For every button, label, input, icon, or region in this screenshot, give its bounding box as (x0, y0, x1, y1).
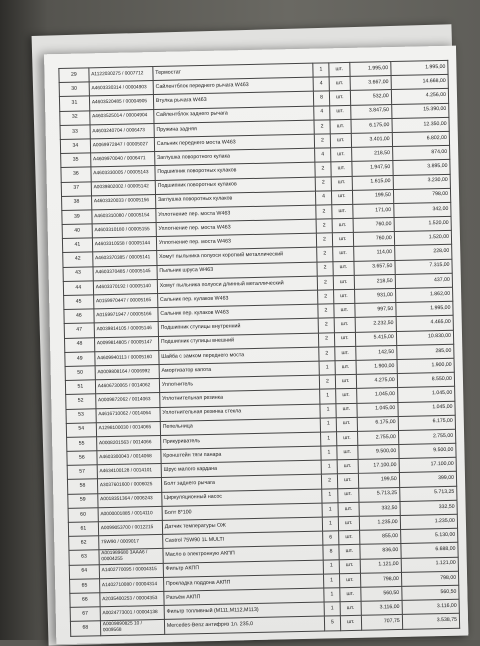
unit-price: 1.995,00 (349, 62, 390, 77)
unit: шт. (335, 346, 356, 361)
line-total: 14.668,00 (391, 75, 449, 90)
line-total: 4.465,00 (396, 316, 454, 331)
unit-price: 4.275,00 (356, 374, 397, 389)
article-code: A0009872062 / 0014063 (95, 393, 159, 409)
unit: шт. (331, 190, 352, 205)
article-code: A001989680 3AAA6 / 00004255 (99, 549, 163, 565)
article-code: 75W90 / 0009017 (98, 535, 162, 551)
quantity: 1 (319, 361, 335, 376)
line-total: 1.121,00 (401, 557, 459, 572)
part-name: Масло в электронную АКПП (163, 545, 323, 563)
line-total: 5.130,00 (400, 528, 458, 543)
line-total: 437,00 (395, 273, 453, 288)
unit: шт. (329, 62, 350, 77)
unit-price: 2.232,50 (355, 317, 396, 332)
unit-price: 2.755,00 (357, 430, 398, 445)
unit-price: 199,50 (358, 473, 399, 488)
article-code: A1122030275 / 0007712 (89, 67, 153, 83)
quantity: 1 (313, 63, 329, 78)
row-number: 54 (66, 422, 96, 437)
unit-price: 532,00 (350, 90, 391, 105)
unit: шт. (330, 105, 351, 120)
row-number: 61 (68, 522, 98, 537)
quantity: 2 (317, 247, 333, 262)
line-total: 15.390,00 (391, 103, 449, 118)
quantity: 2 (318, 318, 334, 333)
unit: шт. (334, 318, 355, 333)
article-code: A0099814805 / 00005147 (94, 336, 158, 352)
unit: шт. (333, 275, 354, 290)
unit-price: 1.900,00 (356, 359, 397, 374)
article-code: A4603370192 / 00005140 (93, 279, 157, 295)
unit-price: 3.116,00 (361, 601, 402, 616)
unit: шт. (336, 431, 357, 446)
row-number: 58 (67, 479, 97, 494)
line-total: 798,00 (401, 571, 459, 586)
article-code: A4603310080 / 00005154 (92, 208, 156, 224)
quantity: 1 (320, 403, 336, 418)
article-code: A1298100030 / 0014065 (96, 421, 160, 437)
unit: шт. (332, 204, 353, 219)
unit: шт. (336, 403, 357, 418)
line-total: 1.995,00 (396, 301, 454, 316)
unit: шт. (333, 247, 354, 262)
unit-price: 171,00 (352, 203, 393, 218)
unit: шт. (335, 374, 356, 389)
row-number: 37 (61, 181, 91, 196)
unit: шт. (334, 304, 355, 319)
invoice-page (44, 46, 468, 644)
part-name: Болт 8*100 (162, 503, 322, 521)
article-code: A4609970040 / 0006471 (90, 152, 154, 168)
quantity: 1 (321, 460, 337, 475)
unit-price: 332,50 (359, 501, 400, 516)
unit: шт. (337, 474, 358, 489)
line-total: 8.550,00 (397, 372, 455, 387)
part-name: Заглушка поворотного кулака (154, 148, 314, 166)
line-total: 7.315,00 (395, 259, 453, 274)
part-name: Сальник пер. кулаков W463 (158, 304, 318, 322)
article-code: A0039814105 / 00005146 (94, 322, 158, 338)
part-name: Сайлентблок переднего рычага W463 (153, 77, 313, 95)
unit: шт. (340, 601, 361, 616)
line-total: 874,00 (392, 145, 450, 160)
quantity: 6 (323, 531, 339, 546)
unit-price: 5.415,00 (355, 331, 396, 346)
unit-price: 760,00 (353, 232, 394, 247)
quantity: 2 (319, 347, 335, 362)
row-number: 60 (68, 508, 98, 523)
unit: шт. (331, 176, 352, 191)
part-name: Заглушка поворотных кулаков (155, 191, 315, 209)
unit: шт. (340, 587, 361, 602)
row-number: 52 (66, 394, 96, 409)
parts-table (58, 60, 460, 637)
row-number: 35 (61, 153, 91, 168)
part-name: Сальник переднего моста W463 (154, 134, 314, 152)
row-number: 48 (64, 337, 94, 352)
part-name: Пыльник шруса W463 (157, 262, 317, 280)
article-code: A1402770095 / 00004315 (99, 563, 163, 579)
part-name: Втулка рычага W463 (153, 92, 313, 110)
part-name: Пружина задняя (154, 120, 314, 138)
part-name: Фильтр топливный (M111,M112,M113) (164, 602, 324, 620)
unit-price: 5.713,25 (358, 487, 399, 502)
unit: шт. (339, 559, 360, 574)
quantity: 4 (315, 191, 331, 206)
line-total: 6.802,00 (392, 131, 450, 146)
row-number: 39 (62, 210, 92, 225)
quantity: 8 (313, 91, 329, 106)
unit-price: 6.175,00 (351, 118, 392, 133)
unit-price: 3.667,00 (350, 76, 391, 91)
quantity: 2 (318, 332, 334, 347)
part-name: Подшипник ступицы внутренний (158, 319, 318, 337)
row-number: 67 (70, 607, 100, 622)
article-code: A0008201563 / 0014066 (96, 435, 160, 451)
part-name: Уплотнительная резинка (159, 389, 319, 407)
article-code: A0159971947 / 00005166 (94, 308, 158, 324)
line-total: 1.900,00 (397, 358, 455, 373)
quantity: 2 (314, 120, 330, 135)
article-code: A0024773001 / 00004138 (100, 606, 164, 622)
quantity: 2 (317, 276, 333, 291)
part-name: Подшипник ступицы внешний (158, 333, 318, 351)
article-code: A4603330005 / 00005143 (91, 166, 155, 182)
row-number: 43 (63, 266, 93, 281)
line-total: 12.350,00 (392, 117, 450, 132)
part-name: Castrol 75W90 1L MULTI (162, 531, 322, 549)
unit-price: 17.100,00 (358, 459, 399, 474)
line-total: 3.895,00 (393, 160, 451, 175)
line-total: 342,00 (394, 202, 452, 217)
unit-price: 798,00 (360, 572, 401, 587)
part-name: Уплотнение пер. моста W463 (156, 219, 316, 237)
quantity: 1 (322, 488, 338, 503)
article-code: A0009808164 / 0006992 (95, 364, 159, 380)
line-total: 560,50 (402, 585, 460, 600)
part-name: Болт заднего рычага (161, 475, 321, 493)
part-name: Уплотнение пер. моста W463 (156, 233, 316, 251)
unit: шт. (338, 502, 359, 517)
part-name: Пепельница (160, 418, 320, 436)
row-number: 30 (59, 82, 89, 97)
line-total: 3.538,75 (402, 614, 460, 629)
line-total: 10.830,00 (396, 330, 454, 345)
line-total: 9.500,00 (399, 443, 457, 458)
unit: шт. (331, 162, 352, 177)
quantity: 1 (324, 588, 340, 603)
quantity: 2 (316, 233, 332, 248)
part-name: Кронштейн тяги панара (161, 446, 321, 464)
unit-price: 199,50 (352, 189, 393, 204)
part-name: Сайлентблок заднего рычага (154, 106, 314, 124)
unit-price: 1.947,50 (351, 161, 392, 176)
part-name: Сальник пер. кулаков W463 (157, 290, 317, 308)
row-number: 46 (64, 309, 94, 324)
unit-price: 707,75 (361, 615, 402, 630)
row-number: 57 (67, 465, 97, 480)
row-number: 62 (69, 536, 99, 551)
line-total: 1.520,00 (394, 216, 452, 231)
unit: шт. (331, 148, 352, 163)
unit-price: 836,00 (359, 544, 400, 559)
row-number: 64 (69, 564, 99, 579)
row-number: 50 (65, 366, 95, 381)
quantity: 2 (317, 261, 333, 276)
part-name: Термостат (153, 63, 313, 81)
part-name: Хомут пыльника полуоси короткий металлический (156, 248, 316, 266)
line-total: 3.116,00 (402, 599, 460, 614)
unit: шт. (332, 233, 353, 248)
quantity: 2 (314, 134, 330, 149)
quantity: 8 (323, 545, 339, 560)
line-total: 285,00 (396, 344, 454, 359)
part-name: Подшипник поворотных кулаков (155, 177, 315, 195)
quantity: 1 (320, 432, 336, 447)
unit: шт. (337, 445, 358, 460)
article-code: A4603370485 / 00005145 (93, 265, 157, 281)
row-number: 56 (67, 451, 97, 466)
quantity: 1 (322, 517, 338, 532)
line-total: 17.100,00 (399, 458, 457, 473)
unit: шт. (334, 289, 355, 304)
quantity: 2 (316, 205, 332, 220)
article-code: A0159970447 / 00005165 (93, 293, 157, 309)
article-code: A4634100128 / 0014101 (97, 464, 161, 480)
row-number: 66 (70, 593, 100, 608)
unit: шт. (332, 218, 353, 233)
part-name: Амортизатор капота (159, 361, 319, 379)
unit: шт. (339, 545, 360, 560)
row-number: 34 (60, 139, 90, 154)
row-number: 59 (68, 493, 98, 508)
row-number: 32 (60, 110, 90, 125)
quantity: 2 (318, 290, 334, 305)
line-total: 4.256,00 (391, 89, 449, 104)
quantity: 5 (324, 616, 340, 631)
row-number: 55 (67, 437, 97, 452)
quantity: 4 (314, 105, 330, 120)
part-name: Фильтр АКПП (163, 560, 323, 578)
row-number: 49 (65, 352, 95, 367)
row-number: 51 (65, 380, 95, 395)
part-name: Уплотнитель (159, 375, 319, 393)
unit-price: 1.045,00 (356, 402, 397, 417)
unit-price: 142,50 (355, 345, 396, 360)
part-name: Уплотнительная резинка стекла (160, 404, 320, 422)
unit-price: 3.847,50 (350, 104, 391, 119)
line-total: 399,00 (399, 472, 457, 487)
article-code: A4603330314 / 00004903 (89, 81, 153, 97)
unit-price: 1.045,00 (356, 388, 397, 403)
line-total: 5.713,25 (399, 486, 457, 501)
quantity: 1 (324, 602, 340, 617)
unit: шт. (337, 460, 358, 475)
line-total: 1.235,00 (400, 514, 458, 529)
line-total: 1.045,00 (398, 401, 456, 416)
unit: шт. (339, 531, 360, 546)
article-code: A4606730065 / 0014062 (95, 379, 159, 395)
article-code: A1402710080 / 00004314 (99, 577, 163, 593)
unit-price: 760,00 (353, 218, 394, 233)
quantity: 1 (321, 446, 337, 461)
line-total: 1.995,00 (391, 60, 449, 75)
quantity: 1 (320, 389, 336, 404)
line-total: 2.755,00 (398, 429, 456, 444)
line-total: 332,50 (400, 500, 458, 515)
article-code: A4603520485 / 00004905 (89, 95, 153, 111)
quantity: 1 (322, 503, 338, 518)
unit-price: 560,50 (360, 586, 401, 601)
part-name: Разъём АКПП (164, 588, 324, 606)
row-number: 38 (62, 196, 92, 211)
row-number: 29 (59, 68, 89, 83)
article-code: A0069972847 / 00005027 (90, 137, 154, 153)
unit: шт. (329, 77, 350, 92)
article-code: A0039802002 / 00005142 (91, 180, 155, 196)
article-code: A4603320033 / 00005156 (91, 194, 155, 210)
article-code: A4603370385 / 00005141 (92, 251, 156, 267)
row-number: 42 (63, 252, 93, 267)
line-total: 1.862,00 (395, 287, 453, 302)
article-code: A4609940113 / 00005160 (95, 350, 159, 366)
unit-price: 3.657,50 (354, 260, 395, 275)
unit-price: 6.175,00 (357, 416, 398, 431)
article-code: A0000001885 / 0014110 (98, 506, 162, 522)
line-total: 3.230,00 (393, 174, 451, 189)
unit: шт. (334, 332, 355, 347)
quantity: 4 (313, 77, 329, 92)
unit: шт. (330, 119, 351, 134)
part-name: Подшипник поворотных кулаков (155, 162, 315, 180)
unit-price: 931,00 (354, 289, 395, 304)
quantity: 2 (316, 219, 332, 234)
article-code: A4603525014 / 00004904 (89, 109, 153, 125)
unit: шт. (340, 616, 361, 631)
part-name: Шрус малого кардана (161, 460, 321, 478)
line-total: 1.045,00 (397, 387, 455, 402)
row-number: 47 (64, 323, 94, 338)
part-name: Прокладка поддона АКПП (163, 574, 323, 592)
unit: шт. (330, 133, 351, 148)
quantity: 4 (315, 148, 331, 163)
quantity: 2 (321, 474, 337, 489)
unit: шт. (329, 91, 350, 106)
unit: шт. (333, 261, 354, 276)
part-name: Циркуляционный насос (162, 489, 322, 507)
quantity: 2 (319, 375, 335, 390)
row-number: 53 (66, 408, 96, 423)
quantity: 2 (315, 162, 331, 177)
row-number: 40 (62, 224, 92, 239)
quantity: 1 (323, 559, 339, 574)
row-number: 41 (62, 238, 92, 253)
unit: шт. (338, 488, 359, 503)
quantity: 2 (318, 304, 334, 319)
unit: шт. (338, 516, 359, 531)
unit-price: 3.401,00 (351, 132, 392, 147)
quantity: 1 (320, 417, 336, 432)
line-total: 6.175,00 (398, 415, 456, 430)
row-number: 33 (60, 125, 90, 140)
unit-price: 218,50 (351, 147, 392, 162)
unit: шт. (336, 389, 357, 404)
unit-price: 1.615,00 (352, 175, 393, 190)
row-number: 63 (69, 550, 99, 565)
unit-price: 114,00 (353, 246, 394, 261)
quantity: 2 (315, 176, 331, 191)
article-code: A4603310558 / 00005144 (92, 237, 156, 253)
article-code: A0018351364 / 0006243 (97, 492, 161, 508)
unit-price: 9.500,00 (357, 445, 398, 460)
unit-price: 997,50 (354, 303, 395, 318)
unit: шт. (336, 417, 357, 432)
part-name: Шайба с замком переднего моста (159, 347, 319, 365)
article-code: A2035400253 / 00004353 (100, 591, 164, 607)
unit: шт. (339, 573, 360, 588)
article-code: A4603310180 / 00005155 (92, 223, 156, 239)
part-name: Уплотнение пер. моста W463 (156, 205, 316, 223)
article-code: A0009890825 10 / 0009568 (100, 620, 164, 636)
row-number: 31 (59, 96, 89, 111)
line-total: 6.688,00 (401, 543, 459, 558)
unit-price: 1.121,00 (360, 558, 401, 573)
article-code: A0099053700 / 0012215 (98, 520, 162, 536)
line-total: 228,00 (394, 245, 452, 260)
article-code: A4603300043 / 0014068 (97, 450, 161, 466)
article-code: A3037601600 / 0006025 (97, 478, 161, 494)
part-name: Датчик температуры ОЖ (162, 517, 322, 535)
part-name: Mercedes-Benz антифриз 1л. 235,0 (164, 616, 324, 634)
article-code: A4616710062 / 0014064 (96, 407, 160, 423)
unit-price: 1.235,00 (359, 515, 400, 530)
unit: шт. (335, 360, 356, 375)
unit-price: 855,00 (359, 530, 400, 545)
row-number: 65 (70, 579, 100, 594)
row-number: 68 (70, 621, 100, 636)
line-total: 798,00 (393, 188, 451, 203)
row-number: 44 (63, 281, 93, 296)
unit-price: 218,50 (354, 274, 395, 289)
part-name: Прикуриватель (160, 432, 320, 450)
article-code: A4603240704 / 0006473 (90, 123, 154, 139)
part-name: Хомут пыльника полуоси длинный металлический (157, 276, 317, 294)
quantity: 1 (323, 573, 339, 588)
line-total: 1.520,00 (394, 231, 452, 246)
row-number: 36 (61, 167, 91, 182)
row-number: 45 (64, 295, 94, 310)
